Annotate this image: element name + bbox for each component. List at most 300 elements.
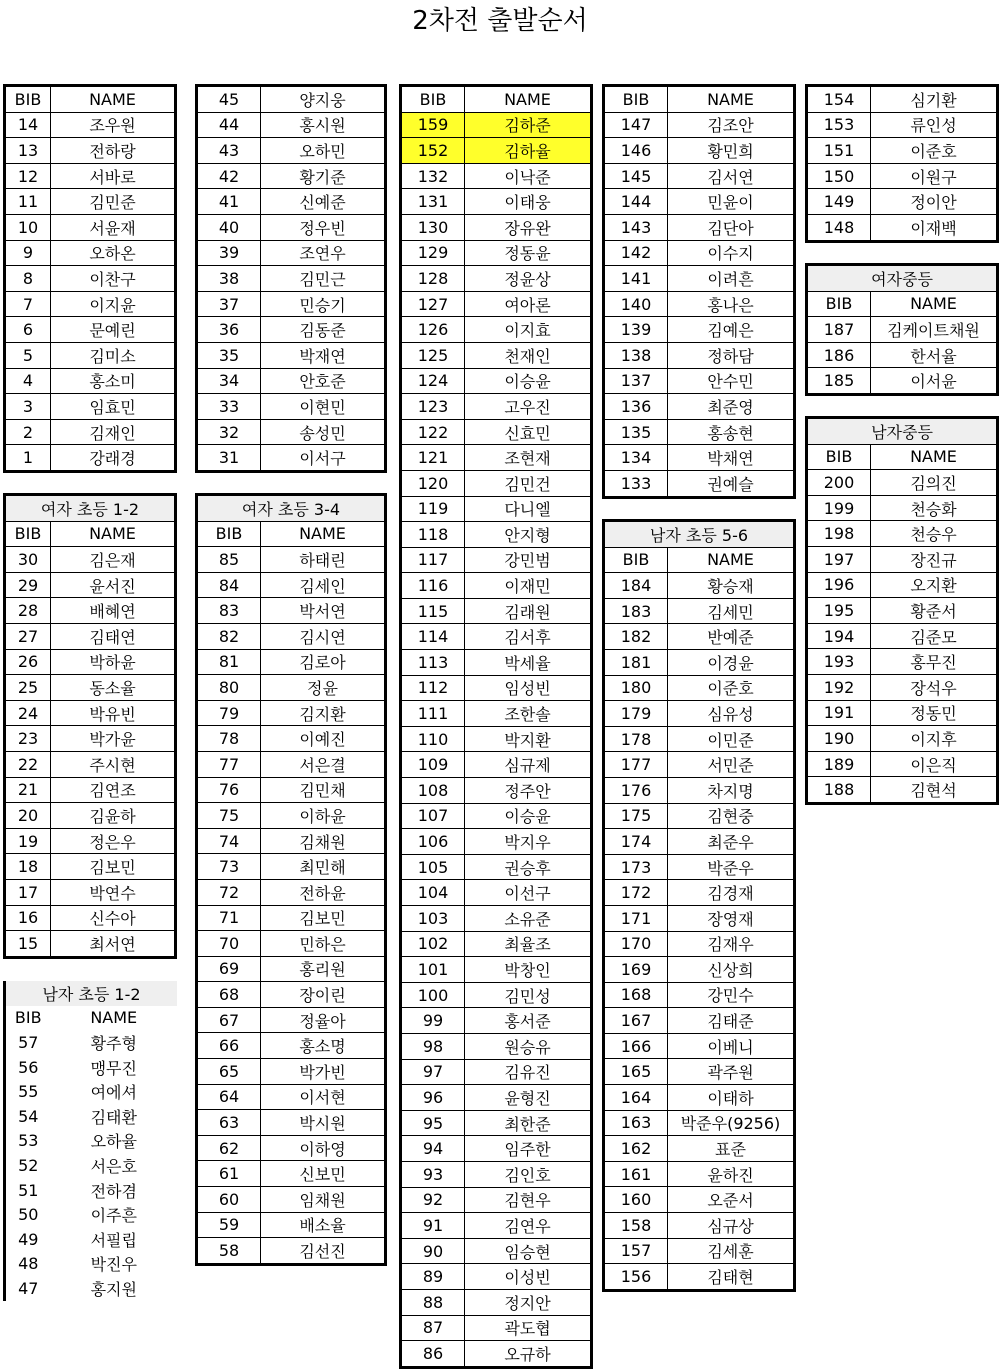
name-cell: 홍송현 <box>668 419 795 445</box>
name-cell: 홍나은 <box>668 291 795 317</box>
name-cell: 한서율 <box>871 342 998 368</box>
section-title: 남자 초등 5-6 <box>604 521 795 548</box>
name-cell: 이지윤 <box>51 291 176 317</box>
table-row <box>5 1227 178 1252</box>
name-cell: 서은결 <box>261 751 386 777</box>
table-row <box>401 1136 592 1162</box>
name-cell: 조연우 <box>261 240 386 266</box>
name-cell: 박서연 <box>261 598 386 624</box>
name-cell: 이태하 <box>668 1085 795 1111</box>
name-cell: 민윤이 <box>668 189 795 215</box>
table-row <box>197 189 386 215</box>
table-row <box>604 701 795 727</box>
name-cell: 신보민 <box>261 1161 386 1187</box>
table-row <box>197 1187 386 1213</box>
bib-cell: 15 <box>5 931 51 958</box>
table-row <box>604 445 795 471</box>
table-row <box>807 546 998 572</box>
bib-cell: 132 <box>401 163 465 189</box>
name-cell: 곽주원 <box>668 1059 795 1085</box>
bib-cell: 40 <box>197 214 261 240</box>
bib-cell: 188 <box>807 777 871 804</box>
name-cell: 김태연 <box>51 623 176 649</box>
bib-cell: 121 <box>401 445 465 471</box>
bib-cell: 174 <box>604 829 668 855</box>
table-row <box>197 240 386 266</box>
bib-cell: 62 <box>197 1135 261 1161</box>
table-row <box>807 189 998 215</box>
name-cell: 김래원 <box>465 598 592 624</box>
table-row <box>197 726 386 752</box>
table-row <box>604 1136 795 1162</box>
name-cell: 신상희 <box>668 957 795 983</box>
name-cell: 윤하진 <box>668 1161 795 1187</box>
bib-cell: 66 <box>197 1033 261 1059</box>
bib-cell: 89 <box>401 1264 465 1290</box>
column-header-row <box>5 86 176 113</box>
bib-cell: 41 <box>197 189 261 215</box>
bib-cell: 25 <box>5 675 51 701</box>
name-cell: 맹무진 <box>90 1058 137 1078</box>
name-cell: 장유완 <box>465 214 592 240</box>
bib-cell: 73 <box>197 854 261 880</box>
table-row <box>197 854 386 880</box>
name-cell: 김동준 <box>261 317 386 343</box>
section-title: 여자 초등 3-4 <box>197 495 386 522</box>
bib-cell: 93 <box>401 1161 465 1187</box>
name-cell: 천승화 <box>871 495 998 521</box>
table-row <box>197 1161 386 1187</box>
bib-cell: 75 <box>197 803 261 829</box>
name-cell: 장영재 <box>668 905 795 931</box>
table-row <box>807 598 998 624</box>
bib-cell: 98 <box>401 1033 465 1059</box>
name-cell: 이려흔 <box>668 266 795 292</box>
table-row <box>197 700 386 726</box>
bib-cell: 183 <box>604 598 668 624</box>
name-cell: 이하윤 <box>261 803 386 829</box>
table-row <box>604 1213 795 1239</box>
name-cell: 정동윤 <box>465 240 592 266</box>
table-row <box>807 751 998 777</box>
name-cell: 박진우 <box>90 1255 137 1275</box>
bib-cell: 30 <box>5 547 51 573</box>
table-row <box>5 1030 178 1055</box>
bib-column-header: BIB <box>807 444 871 470</box>
bib-cell: 63 <box>197 1110 261 1136</box>
table-row <box>401 1264 592 1290</box>
bib-cell: 79 <box>197 700 261 726</box>
name-cell: 최한준 <box>465 1110 592 1136</box>
table-row <box>5 445 176 472</box>
bib-cell: 44 <box>197 112 261 138</box>
bib-cell: 11 <box>5 189 51 215</box>
name-cell: 박창인 <box>465 957 592 983</box>
bib-cell: 55 <box>18 1082 39 1102</box>
bib-cell: 20 <box>5 803 51 829</box>
table-row <box>197 649 386 675</box>
name-cell: 민승기 <box>261 291 386 317</box>
name-cell: 정이안 <box>871 189 998 215</box>
name-cell: 임주한 <box>465 1136 592 1162</box>
bib-cell: 167 <box>604 1008 668 1034</box>
bib-cell: 97 <box>401 1059 465 1085</box>
table-row <box>197 547 386 573</box>
table-row <box>604 1059 795 1085</box>
bib-cell: 156 <box>604 1264 668 1291</box>
name-cell: 최서연 <box>51 931 176 958</box>
table-row <box>401 752 592 778</box>
table-row <box>401 957 592 983</box>
bib-cell: 110 <box>401 726 465 752</box>
roster-table <box>3 493 177 959</box>
bib-cell: 164 <box>604 1085 668 1111</box>
name-cell: 김지환 <box>261 700 386 726</box>
table-row <box>401 650 592 676</box>
name-cell: 조우원 <box>51 112 176 138</box>
table-row <box>5 879 176 905</box>
name-cell: 심기환 <box>871 86 998 113</box>
bib-cell: 54 <box>18 1106 39 1126</box>
name-cell: 김조안 <box>668 112 795 138</box>
table-row <box>401 1110 592 1136</box>
name-cell: 이현민 <box>261 394 386 420</box>
table-row <box>197 419 386 445</box>
name-cell: 이재백 <box>871 214 998 241</box>
name-cell: 김세훈 <box>668 1238 795 1264</box>
bib-cell: 99 <box>401 1008 465 1034</box>
name-cell: 김연우 <box>465 1213 592 1239</box>
name-cell: 곽도협 <box>465 1315 592 1341</box>
column-header-row <box>807 444 998 470</box>
bib-cell: 32 <box>197 419 261 445</box>
name-cell: 김세인 <box>261 572 386 598</box>
name-cell: 박연수 <box>51 879 176 905</box>
table-row <box>401 880 592 906</box>
table-row <box>401 112 592 138</box>
name-cell: 신효민 <box>465 419 592 445</box>
name-cell: 김민건 <box>465 470 592 496</box>
name-cell: 최준우 <box>668 829 795 855</box>
bib-cell: 128 <box>401 266 465 292</box>
table-row <box>5 777 176 803</box>
bib-cell: 28 <box>5 598 51 624</box>
name-cell: 서민준 <box>668 752 795 778</box>
name-cell: 신수아 <box>51 905 176 931</box>
bib-cell: 81 <box>197 649 261 675</box>
table-row <box>5 1178 178 1203</box>
name-cell: 박세율 <box>465 650 592 676</box>
table-row <box>401 138 592 164</box>
name-cell: 여아론 <box>465 291 592 317</box>
table-row <box>5 1055 178 1080</box>
bib-cell: 118 <box>401 522 465 548</box>
bib-cell: 82 <box>197 623 261 649</box>
table-row <box>604 1110 795 1136</box>
bib-cell: 96 <box>401 1085 465 1111</box>
bib-cell: 161 <box>604 1161 668 1187</box>
table-row <box>807 521 998 547</box>
bib-cell: 111 <box>401 701 465 727</box>
bib-cell: 163 <box>604 1110 668 1136</box>
name-cell: 임승현 <box>465 1238 592 1264</box>
table-row <box>604 317 795 343</box>
bib-column-header: BIB <box>5 86 51 113</box>
table-row <box>401 189 592 215</box>
bib-cell: 27 <box>5 623 51 649</box>
bib-cell: 61 <box>197 1161 261 1187</box>
bib-cell: 19 <box>5 828 51 854</box>
table-row <box>5 1104 178 1129</box>
bib-cell: 116 <box>401 573 465 599</box>
table-row <box>5 1153 178 1178</box>
bib-cell: 119 <box>401 496 465 522</box>
table-row <box>197 368 386 394</box>
table-row <box>197 394 386 420</box>
name-cell: 이준호 <box>871 138 998 164</box>
table-row <box>5 112 176 138</box>
bib-cell: 107 <box>401 803 465 829</box>
bib-cell: 84 <box>197 572 261 598</box>
bib-cell: 65 <box>197 1059 261 1085</box>
name-cell: 오하민 <box>261 138 386 164</box>
name-cell: 임채원 <box>261 1187 386 1213</box>
name-cell: 김현우 <box>465 1187 592 1213</box>
column-header-row <box>401 86 592 113</box>
bib-cell: 120 <box>401 470 465 496</box>
name-cell: 이재민 <box>465 573 592 599</box>
name-cell: 배소율 <box>261 1212 386 1238</box>
bib-cell: 21 <box>5 777 51 803</box>
bib-cell: 125 <box>401 342 465 368</box>
table-row <box>604 1187 795 1213</box>
name-cell: 오하율 <box>90 1132 137 1152</box>
table-row <box>5 751 176 777</box>
bib-cell: 58 <box>197 1238 261 1265</box>
table-row <box>5 368 176 394</box>
name-cell: 정윤 <box>261 675 386 701</box>
name-cell: 김태현 <box>668 1264 795 1291</box>
name-cell: 김서후 <box>465 624 592 650</box>
table-row <box>5 649 176 675</box>
bib-cell: 51 <box>18 1180 39 1200</box>
bib-cell: 64 <box>197 1084 261 1110</box>
name-cell: 황민희 <box>668 138 795 164</box>
roster-table <box>195 493 387 1266</box>
table-row <box>197 317 386 343</box>
name-cell: 김은재 <box>51 547 176 573</box>
name-cell: 이서현 <box>261 1084 386 1110</box>
table-row <box>197 572 386 598</box>
bib-cell: 158 <box>604 1213 668 1239</box>
name-cell: 심규제 <box>465 752 592 778</box>
name-cell: 장석우 <box>871 674 998 700</box>
name-cell: 민하은 <box>261 931 386 957</box>
table-row <box>5 266 176 292</box>
table-row <box>197 1033 386 1059</box>
table-row <box>5 214 176 240</box>
name-cell: 서바로 <box>51 163 176 189</box>
table-row <box>604 957 795 983</box>
name-cell: 신예준 <box>261 189 386 215</box>
table-row <box>401 675 592 701</box>
table-row <box>604 470 795 497</box>
name-cell: 권승후 <box>465 854 592 880</box>
table-row <box>401 163 592 189</box>
bib-cell: 157 <box>604 1238 668 1264</box>
bib-cell: 173 <box>604 854 668 880</box>
section-title: 남자중등 <box>807 418 998 445</box>
roster-table <box>3 981 177 1301</box>
bib-cell: 184 <box>604 573 668 599</box>
bib-cell: 104 <box>401 880 465 906</box>
bib-cell: 198 <box>807 521 871 547</box>
table-row <box>197 982 386 1008</box>
name-cell: 서윤재 <box>51 214 176 240</box>
name-cell: 윤서진 <box>51 572 176 598</box>
name-cell: 김서연 <box>668 163 795 189</box>
name-column-header: NAME <box>90 1008 138 1028</box>
bib-cell: 193 <box>807 649 871 675</box>
table-row <box>604 649 795 675</box>
roster-table <box>195 84 387 473</box>
bib-cell: 10 <box>5 214 51 240</box>
bib-cell: 1 <box>5 445 51 472</box>
table-row <box>604 368 795 394</box>
bib-cell: 182 <box>604 624 668 650</box>
name-cell: 홍서준 <box>465 1008 592 1034</box>
table-row <box>807 495 998 521</box>
table-row <box>401 317 592 343</box>
table-row <box>401 1187 592 1213</box>
name-cell: 최민해 <box>261 854 386 880</box>
bib-cell: 169 <box>604 957 668 983</box>
bib-cell: 178 <box>604 726 668 752</box>
name-cell: 김보민 <box>261 905 386 931</box>
name-cell: 박재연 <box>261 342 386 368</box>
table-row <box>197 931 386 957</box>
bib-cell: 200 <box>807 470 871 496</box>
table-row <box>401 214 592 240</box>
bib-cell: 126 <box>401 317 465 343</box>
table-row <box>401 726 592 752</box>
table-row <box>401 547 592 573</box>
table-row <box>197 1059 386 1085</box>
name-cell: 이성빈 <box>465 1264 592 1290</box>
bib-cell: 153 <box>807 112 871 138</box>
bib-cell: 35 <box>197 342 261 368</box>
bib-cell: 16 <box>5 905 51 931</box>
table-row <box>604 854 795 880</box>
bib-cell: 106 <box>401 829 465 855</box>
name-cell: 박채연 <box>668 445 795 471</box>
name-cell: 김윤하 <box>51 803 176 829</box>
bib-cell: 69 <box>197 956 261 982</box>
table-row <box>5 931 176 958</box>
name-column-header: NAME <box>261 521 386 547</box>
name-cell: 장진규 <box>871 546 998 572</box>
table-row <box>604 726 795 752</box>
roster-table <box>399 84 593 1369</box>
bib-cell: 8 <box>5 266 51 292</box>
table-row <box>401 522 592 548</box>
name-cell: 이경윤 <box>668 649 795 675</box>
bib-cell: 12 <box>5 163 51 189</box>
bib-cell: 145 <box>604 163 668 189</box>
name-cell: 홍리원 <box>261 956 386 982</box>
bib-cell: 108 <box>401 778 465 804</box>
table-row <box>401 982 592 1008</box>
bib-cell: 102 <box>401 931 465 957</box>
bib-cell: 151 <box>807 138 871 164</box>
name-cell: 강민수 <box>668 982 795 1008</box>
bib-cell: 52 <box>18 1155 39 1175</box>
name-column-header: NAME <box>668 86 795 113</box>
table-row <box>401 1213 592 1239</box>
name-column-header: NAME <box>51 86 176 113</box>
table-row <box>401 291 592 317</box>
name-cell: 이낙준 <box>465 163 592 189</box>
table-row <box>401 1315 592 1341</box>
table-row <box>5 598 176 624</box>
table-row <box>807 649 998 675</box>
table-row <box>604 752 795 778</box>
table-row <box>604 240 795 266</box>
table-row <box>807 317 998 343</box>
name-cell: 이하영 <box>261 1135 386 1161</box>
roster-table <box>805 416 999 805</box>
table-row <box>604 982 795 1008</box>
name-cell: 김태환 <box>90 1107 137 1127</box>
bib-cell: 117 <box>401 547 465 573</box>
table-row <box>807 777 998 804</box>
roster-table <box>602 519 796 1292</box>
table-row <box>807 572 998 598</box>
name-cell: 박준우(9256) <box>668 1110 795 1136</box>
bib-cell: 34 <box>197 368 261 394</box>
bib-cell: 105 <box>401 854 465 880</box>
table-row <box>5 726 176 752</box>
name-cell: 이예진 <box>261 726 386 752</box>
name-cell: 문예린 <box>51 317 176 343</box>
bib-cell: 168 <box>604 982 668 1008</box>
bib-column-header: BIB <box>401 86 465 113</box>
bib-cell: 129 <box>401 240 465 266</box>
bib-cell: 4 <box>5 368 51 394</box>
table-row <box>604 291 795 317</box>
bib-cell: 162 <box>604 1136 668 1162</box>
name-cell: 홍소미 <box>51 368 176 394</box>
table-row <box>807 470 998 496</box>
bib-cell: 172 <box>604 880 668 906</box>
table-row <box>401 803 592 829</box>
table-row <box>604 112 795 138</box>
bib-cell: 72 <box>197 879 261 905</box>
name-cell: 임효민 <box>51 394 176 420</box>
table-row <box>807 368 998 395</box>
bib-column-header: BIB <box>807 291 871 317</box>
table-row <box>604 342 795 368</box>
bib-cell: 195 <box>807 598 871 624</box>
bib-cell: 39 <box>197 240 261 266</box>
table-row <box>5 828 176 854</box>
table-row <box>401 1008 592 1034</box>
name-cell: 김현중 <box>668 803 795 829</box>
name-cell: 여에셔 <box>90 1083 137 1103</box>
name-cell: 하태린 <box>261 547 386 573</box>
name-column-header: NAME <box>871 444 998 470</box>
roster-table <box>805 84 999 243</box>
